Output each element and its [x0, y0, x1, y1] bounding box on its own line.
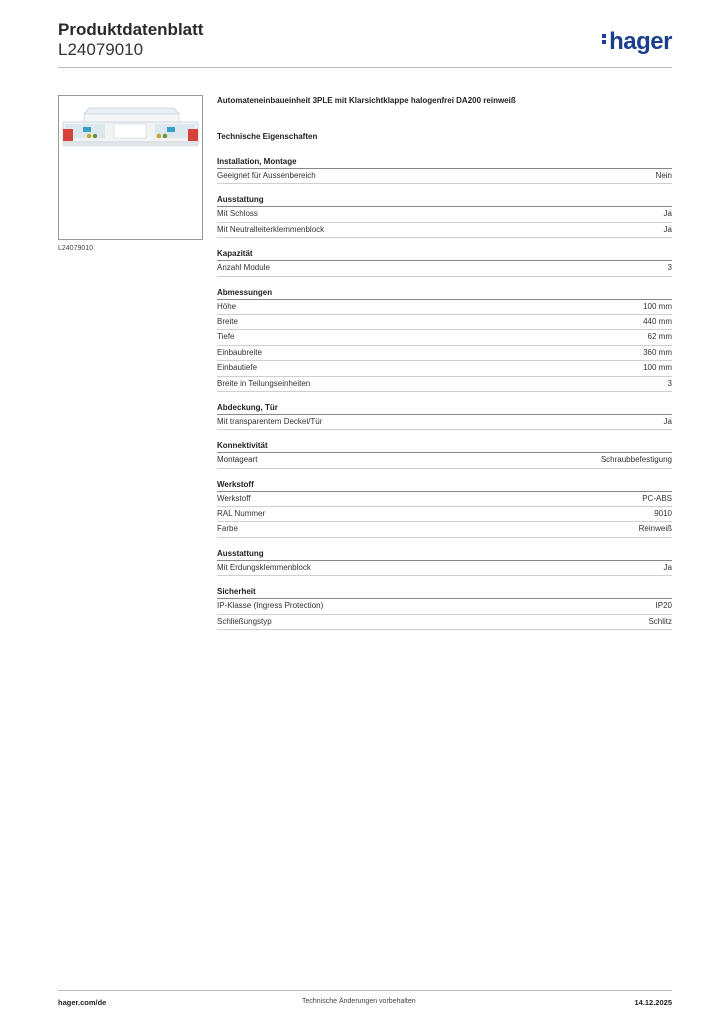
spec-group	[217, 248, 672, 276]
spec-group-title: Kapazität	[217, 248, 672, 261]
spec-label: Geeignet für Aussenbereich	[217, 171, 316, 180]
spec-value: 360 mm	[643, 347, 672, 357]
spec-label: Breite	[217, 316, 238, 326]
spec-row	[217, 315, 672, 330]
spec-row	[217, 300, 672, 315]
spec-value: Nein	[655, 171, 672, 180]
spec-row	[217, 169, 672, 184]
product-image	[58, 95, 203, 240]
spec-row	[217, 599, 672, 614]
spec-row	[217, 561, 672, 576]
spec-value: 100 mm	[643, 363, 672, 373]
spec-value: Schlitz	[648, 616, 672, 626]
footer-divider	[58, 990, 672, 991]
spec-row	[217, 615, 672, 630]
logo-dots-icon	[602, 32, 607, 46]
spec-content	[217, 96, 672, 640]
spec-label: Mit Schloss	[217, 209, 258, 219]
header-divider	[58, 67, 672, 68]
spec-label: Mit Erdungsklemmenblock	[217, 562, 311, 572]
spec-row	[217, 261, 672, 276]
spec-group	[217, 440, 672, 468]
footer-website: hager.com/de	[58, 998, 107, 1007]
spec-group	[217, 194, 672, 238]
spec-label: Einbaubreite	[217, 347, 262, 357]
product-illustration-icon	[59, 96, 202, 239]
spec-label: RAL Nummer	[217, 509, 266, 519]
spec-row	[217, 522, 672, 537]
spec-value: 3	[667, 263, 672, 273]
spec-label: Anzahl Module	[217, 263, 270, 273]
spec-row	[217, 361, 672, 376]
spec-value: 440 mm	[643, 316, 672, 326]
spec-group-title: Werkstoff	[217, 479, 672, 492]
logo-text: hager	[609, 28, 672, 55]
spec-group	[217, 156, 672, 184]
spec-group	[217, 402, 672, 430]
spec-group-title: Ausstattung	[217, 194, 672, 207]
spec-groups	[217, 156, 672, 630]
article-number: L24079010	[58, 40, 144, 59]
spec-label: Tiefe	[217, 332, 235, 342]
spec-label: Mit Neutralleiterklemmenblock	[217, 224, 325, 234]
spec-label: Werkstoff	[217, 493, 251, 503]
spec-group-title: Installation, Montage	[217, 156, 672, 169]
spec-group-title: Abdeckung, Tür	[217, 402, 672, 415]
spec-value: 100 mm	[643, 301, 672, 311]
spec-value: Ja	[663, 209, 672, 219]
spec-label: Einbautiefe	[217, 363, 258, 373]
spec-row	[217, 346, 672, 361]
spec-group-title: Sicherheit	[217, 586, 672, 599]
hager-logo	[602, 28, 672, 56]
spec-value: PC-ABS	[642, 493, 672, 503]
spec-value: Ja	[663, 224, 672, 234]
spec-value: Reinweiß	[638, 524, 672, 534]
spec-label: Höhe	[217, 301, 237, 311]
spec-group-title: Ausstattung	[217, 548, 672, 561]
image-caption: L24079010	[58, 245, 94, 252]
spec-row	[217, 492, 672, 507]
spec-row	[217, 507, 672, 522]
spec-group	[217, 287, 672, 392]
spec-value: 9010	[654, 509, 672, 519]
product-name: Automateneinbaueinheit 3PLE mit Klarsichtklappe halogenfrei DA200 reinweiß	[217, 96, 516, 105]
spec-group	[217, 586, 672, 630]
spec-row	[217, 377, 672, 392]
spec-group-title: Konnektivität	[217, 440, 672, 453]
spec-value: Ja	[663, 416, 672, 426]
spec-row	[217, 453, 672, 468]
spec-group	[217, 548, 672, 576]
spec-label: Breite in Teilungseinheiten	[217, 378, 311, 388]
section-title: Technische Eigenschaften	[217, 132, 318, 141]
spec-group-title: Abmessungen	[217, 287, 672, 300]
spec-value: 62 mm	[647, 332, 672, 342]
spec-group	[217, 479, 672, 538]
spec-label: IP-Klasse (Ingress Protection)	[217, 601, 324, 611]
spec-label: Schließungstyp	[217, 616, 272, 626]
spec-row	[217, 330, 672, 345]
spec-label: Farbe	[217, 524, 238, 534]
spec-value: Schraubbefestigung	[600, 455, 672, 465]
spec-label: Mit transparentem Deckel/Tür	[217, 416, 323, 426]
spec-value: 3	[667, 378, 672, 388]
spec-row	[217, 415, 672, 430]
page-title: Produktdatenblatt	[58, 20, 204, 39]
spec-value: Ja	[663, 562, 672, 572]
footer-date: 14.12.2025	[634, 998, 672, 1007]
spec-row	[217, 207, 672, 222]
spec-value: IP20	[655, 601, 672, 611]
spec-row	[217, 223, 672, 238]
footer-notice: Technische Änderungen vorbehalten	[302, 998, 416, 1005]
spec-label: Montageart	[217, 455, 258, 465]
